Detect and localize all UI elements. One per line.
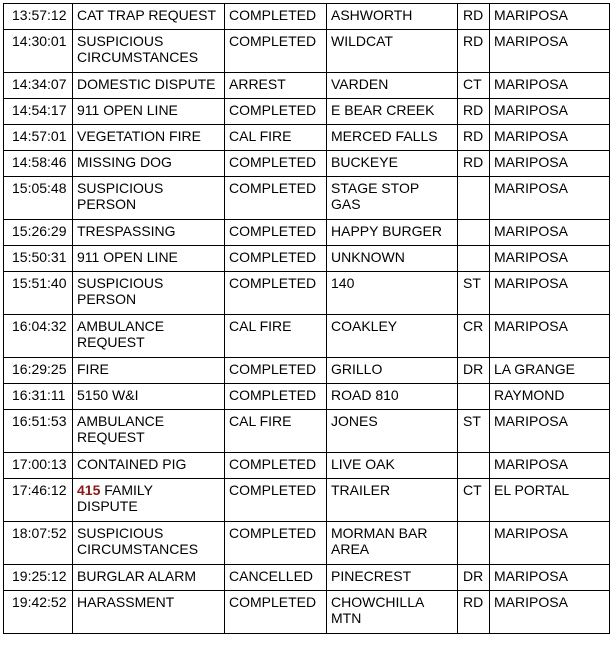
street-suffix-cell: DR xyxy=(458,358,490,384)
street-cell: GRILLO xyxy=(327,358,458,384)
street-suffix-cell xyxy=(458,220,490,246)
street-cell: BUCKEYE xyxy=(327,151,458,177)
call-type-text: AMBULANCE REQUEST xyxy=(77,318,165,350)
street-suffix-cell: ST xyxy=(458,410,490,453)
city-cell: MARIPOSA xyxy=(490,125,610,151)
call-log-table xyxy=(3,3,610,634)
call-type-cell xyxy=(73,125,225,151)
street-cell: COAKLEY xyxy=(327,315,458,358)
time-cell: 14:30:01 xyxy=(4,30,73,73)
table-row xyxy=(4,4,610,30)
street-suffix-cell: ST xyxy=(458,272,490,315)
street-cell: E BEAR CREEK xyxy=(327,99,458,125)
disposition-cell: COMPLETED xyxy=(225,384,327,410)
disposition-cell: ARREST xyxy=(225,73,327,99)
city-cell: MARIPOSA xyxy=(490,453,610,479)
street-suffix-cell xyxy=(458,522,490,565)
city-cell: MARIPOSA xyxy=(490,99,610,125)
street-cell: HAPPY BURGER xyxy=(327,220,458,246)
table-row xyxy=(4,479,610,522)
disposition-cell: CANCELLED xyxy=(225,565,327,591)
call-type-cell xyxy=(73,315,225,358)
table-row xyxy=(4,99,610,125)
call-type-text: SUSPICIOUS PERSON xyxy=(77,180,164,212)
street-suffix-cell: CT xyxy=(458,73,490,99)
disposition-cell: COMPLETED xyxy=(225,99,327,125)
table-row xyxy=(4,410,610,453)
call-type-text: HARASSMENT xyxy=(77,594,175,610)
call-type-text: SUSPICIOUS CIRCUMSTANCES xyxy=(77,525,199,557)
street-suffix-cell: RD xyxy=(458,125,490,151)
disposition-cell: CAL FIRE xyxy=(225,410,327,453)
call-type-cell xyxy=(73,99,225,125)
street-suffix-cell xyxy=(458,177,490,220)
call-type-text: FIRE xyxy=(77,361,109,377)
call-type-text: 911 OPEN LINE xyxy=(77,102,178,118)
time-cell: 14:34:07 xyxy=(4,73,73,99)
street-suffix-cell: RD xyxy=(458,99,490,125)
call-type-cell xyxy=(73,73,225,99)
street-cell: VARDEN xyxy=(327,73,458,99)
street-cell: CHOWCHILLA MTN xyxy=(327,591,458,634)
city-cell: MARIPOSA xyxy=(490,73,610,99)
street-cell: UNKNOWN xyxy=(327,246,458,272)
city-cell: MARIPOSA xyxy=(490,151,610,177)
street-suffix-cell: RD xyxy=(458,30,490,73)
call-type-cell xyxy=(73,358,225,384)
call-log-body xyxy=(4,4,610,634)
time-cell: 13:57:12 xyxy=(4,4,73,30)
call-type-text: FAMILY DISPUTE xyxy=(77,482,154,514)
city-cell: EL PORTAL xyxy=(490,479,610,522)
call-type-text: CONTAINED PIG xyxy=(77,456,187,472)
call-type-cell xyxy=(73,30,225,73)
city-cell: MARIPOSA xyxy=(490,522,610,565)
time-cell: 19:25:12 xyxy=(4,565,73,591)
call-type-text: CAT TRAP REQUEST xyxy=(77,7,216,23)
table-row xyxy=(4,453,610,479)
call-type-text: BURGLAR ALARM xyxy=(77,568,197,584)
city-cell: MARIPOSA xyxy=(490,591,610,634)
call-type-cell xyxy=(73,4,225,30)
street-suffix-cell: CR xyxy=(458,315,490,358)
disposition-cell: COMPLETED xyxy=(225,220,327,246)
call-type-cell xyxy=(73,565,225,591)
table-row xyxy=(4,246,610,272)
street-suffix-cell xyxy=(458,246,490,272)
time-cell: 15:51:40 xyxy=(4,272,73,315)
city-cell: MARIPOSA xyxy=(490,565,610,591)
street-suffix-cell: RD xyxy=(458,4,490,30)
street-suffix-cell: RD xyxy=(458,591,490,634)
table-row xyxy=(4,30,610,73)
street-cell: JONES xyxy=(327,410,458,453)
city-cell: MARIPOSA xyxy=(490,4,610,30)
call-type-text: VEGETATION FIRE xyxy=(77,128,201,144)
table-row xyxy=(4,358,610,384)
time-cell: 16:51:53 xyxy=(4,410,73,453)
table-row xyxy=(4,384,610,410)
time-cell: 14:57:01 xyxy=(4,125,73,151)
table-row xyxy=(4,565,610,591)
call-type-cell xyxy=(73,384,225,410)
table-row xyxy=(4,220,610,246)
call-type-text: SUSPICIOUS PERSON xyxy=(77,275,164,307)
call-type-cell xyxy=(73,479,225,522)
call-type-cell xyxy=(73,151,225,177)
call-type-text: SUSPICIOUS CIRCUMSTANCES xyxy=(77,33,199,65)
disposition-cell: COMPLETED xyxy=(225,522,327,565)
street-cell: ASHWORTH xyxy=(327,4,458,30)
city-cell: LA GRANGE xyxy=(490,358,610,384)
street-cell: ROAD 810 xyxy=(327,384,458,410)
street-cell: WILDCAT xyxy=(327,30,458,73)
disposition-cell: COMPLETED xyxy=(225,177,327,220)
call-type-text: TRESPASSING xyxy=(77,223,176,239)
time-cell: 14:58:46 xyxy=(4,151,73,177)
city-cell: MARIPOSA xyxy=(490,177,610,220)
call-type-text: 911 OPEN LINE xyxy=(77,249,178,265)
call-type-cell xyxy=(73,410,225,453)
street-suffix-cell xyxy=(458,453,490,479)
disposition-cell: COMPLETED xyxy=(225,453,327,479)
table-row xyxy=(4,272,610,315)
call-code: 415 xyxy=(77,482,101,498)
time-cell: 17:46:12 xyxy=(4,479,73,522)
city-cell: RAYMOND xyxy=(490,384,610,410)
call-type-cell xyxy=(73,272,225,315)
time-cell: 17:00:13 xyxy=(4,453,73,479)
time-cell: 15:26:29 xyxy=(4,220,73,246)
disposition-cell: COMPLETED xyxy=(225,358,327,384)
street-cell: 140 xyxy=(327,272,458,315)
street-suffix-cell: CT xyxy=(458,479,490,522)
time-cell: 19:42:52 xyxy=(4,591,73,634)
time-cell: 14:54:17 xyxy=(4,99,73,125)
street-cell: MERCED FALLS xyxy=(327,125,458,151)
street-suffix-cell xyxy=(458,384,490,410)
city-cell: MARIPOSA xyxy=(490,315,610,358)
street-cell: PINECREST xyxy=(327,565,458,591)
city-cell: MARIPOSA xyxy=(490,246,610,272)
street-suffix-cell: DR xyxy=(458,565,490,591)
call-type-cell xyxy=(73,220,225,246)
table-row xyxy=(4,73,610,99)
call-type-cell xyxy=(73,522,225,565)
time-cell: 18:07:52 xyxy=(4,522,73,565)
call-type-text: 5150 W&I xyxy=(77,387,139,403)
disposition-cell: COMPLETED xyxy=(225,151,327,177)
street-cell: MORMAN BAR AREA xyxy=(327,522,458,565)
city-cell: MARIPOSA xyxy=(490,410,610,453)
table-row xyxy=(4,177,610,220)
call-type-cell xyxy=(73,177,225,220)
table-row xyxy=(4,125,610,151)
disposition-cell: COMPLETED xyxy=(225,272,327,315)
time-cell: 16:31:11 xyxy=(4,384,73,410)
call-type-cell xyxy=(73,591,225,634)
disposition-cell: COMPLETED xyxy=(225,479,327,522)
call-type-text: MISSING DOG xyxy=(77,154,172,170)
table-row xyxy=(4,522,610,565)
city-cell: MARIPOSA xyxy=(490,220,610,246)
city-cell: MARIPOSA xyxy=(490,30,610,73)
city-cell: MARIPOSA xyxy=(490,272,610,315)
street-cell: STAGE STOP GAS xyxy=(327,177,458,220)
call-type-text: DOMESTIC DISPUTE xyxy=(77,76,216,92)
call-type-text: AMBULANCE REQUEST xyxy=(77,413,165,445)
disposition-cell: COMPLETED xyxy=(225,4,327,30)
disposition-cell: COMPLETED xyxy=(225,246,327,272)
table-row xyxy=(4,591,610,634)
time-cell: 15:50:31 xyxy=(4,246,73,272)
street-suffix-cell: RD xyxy=(458,151,490,177)
street-cell: LIVE OAK xyxy=(327,453,458,479)
table-row xyxy=(4,151,610,177)
time-cell: 16:04:32 xyxy=(4,315,73,358)
disposition-cell: COMPLETED xyxy=(225,591,327,634)
time-cell: 16:29:25 xyxy=(4,358,73,384)
disposition-cell: CAL FIRE xyxy=(225,315,327,358)
disposition-cell: CAL FIRE xyxy=(225,125,327,151)
time-cell: 15:05:48 xyxy=(4,177,73,220)
table-row xyxy=(4,315,610,358)
disposition-cell: COMPLETED xyxy=(225,30,327,73)
street-cell: TRAILER xyxy=(327,479,458,522)
call-type-cell xyxy=(73,246,225,272)
call-type-cell xyxy=(73,453,225,479)
